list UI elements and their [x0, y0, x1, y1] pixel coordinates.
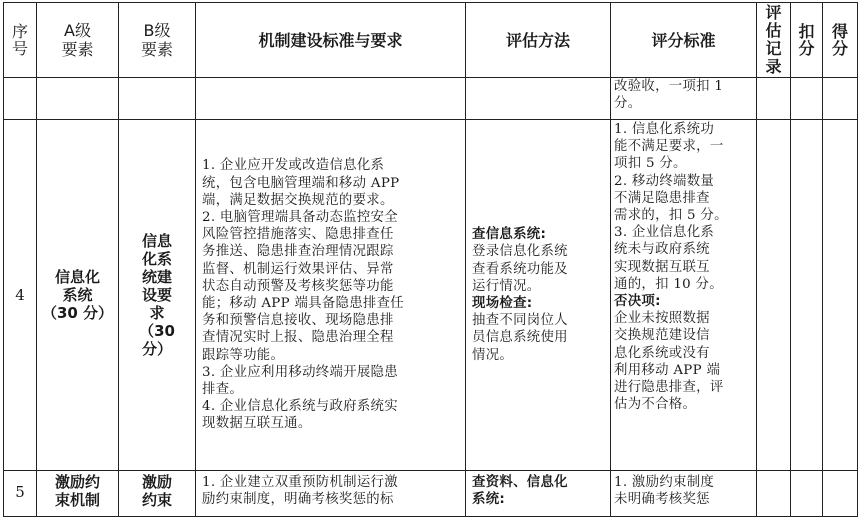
cont-standard-cell [196, 78, 466, 120]
header-score: 得分 [823, 3, 858, 78]
cont-scoring-line: 分。 [614, 96, 642, 112]
row5-seq: 5 [4, 471, 37, 517]
row5-record [757, 471, 791, 517]
row4-method: 查信息系统: 登录信息化系统 查看系统功能及 运行情况。 现场检查: 抽查不同岗位人 员信息系统使用 情况。 [466, 120, 611, 471]
continuation-row [4, 78, 858, 120]
row4-standard: 1. 企业应开发或改造信息化系 统，包含电脑管理端和移动 APP 端，满足数据交换规范的要求。 2. 电脑管理端具备动态监控安全 风险管控措施落实、隐患排查任 务推送、隐患排查治理情况跟踪 监督、机制运行效果评估、异常 状态自动预警及考核奖惩等功能 能；移动 APP 端具备隐患排查任 务和预警信息接收、现场隐患排 查情况实时上报、隐患治理全程 跟踪等功能。 3. 企业应利用移动终端开展隐患 排查。 4. 企业信息化系统与政府系统实 现数据互联互通。 [196, 120, 466, 471]
row4-deduct [791, 120, 823, 471]
cont-method-cell [466, 78, 611, 120]
table-row-4 [4, 120, 858, 471]
row4-record [757, 120, 791, 471]
cont-score-cell [823, 78, 858, 120]
row4-scoring: 1. 信息化系统功 能不满足要求，一 项扣 5 分。 2. 移动终端数量 不满足隐患排查 需求的，扣 5 分。 3. 企业信息化系 统未与政府系统 实现数据互联互 通的，扣 10 分。 否决项: 企业未按照数据 交换规范建设信 息化系统或没有 利用移动 APP 端 进行隐患排查，评 估为不合格。 [611, 120, 757, 471]
cont-seq-cell [4, 78, 37, 120]
row4-seq: 4 [4, 120, 37, 471]
header-level-b: B级要素 [119, 3, 196, 78]
row4-level-b: 信息 化系 统建 设要 求 （30 分） [119, 120, 196, 471]
header-scoring: 评分标准 [611, 3, 757, 78]
cont-deduct-cell [791, 78, 823, 120]
method-label-onsite: 现场检查: [472, 296, 533, 311]
header-method: 评估方法 [466, 3, 611, 78]
header-deduct: 扣分 [791, 3, 823, 78]
row5-level-b: 激励 约束 [119, 471, 196, 517]
row5-method: 查资料、信息化 系统: [466, 471, 611, 517]
method-label-system: 查信息系统: [472, 227, 547, 243]
cont-level-a-cell [37, 78, 119, 120]
row4-score [823, 120, 858, 471]
header-record: 评估记录 [757, 3, 791, 78]
cont-scoring-cell [611, 78, 757, 120]
cont-record-cell [757, 78, 791, 120]
row4-level-a: 信息化 系统 （30 分） [37, 120, 119, 471]
row5-deduct [791, 471, 823, 517]
row5-level-a: 激励约 束机制 [37, 471, 119, 517]
header-standard: 机制建设标准与要求 [196, 3, 466, 78]
cont-level-b-cell [119, 78, 196, 120]
cont-scoring-line: 改验收，一项扣 1 [614, 79, 724, 94]
assessment-table [3, 2, 858, 517]
table-row-5 [4, 471, 858, 517]
veto-label: 否决项: [614, 294, 661, 310]
row5-standard: 1. 企业建立双重预防机制运行激 励约束制度，明确考核奖惩的标 [196, 471, 466, 517]
header-seq: 序号 [4, 3, 37, 78]
header-level-a: A级要素 [37, 3, 119, 78]
row5-scoring: 1. 激励约束制度 未明确考核奖惩 [611, 471, 757, 517]
header-row [4, 3, 858, 78]
row5-score [823, 471, 858, 517]
